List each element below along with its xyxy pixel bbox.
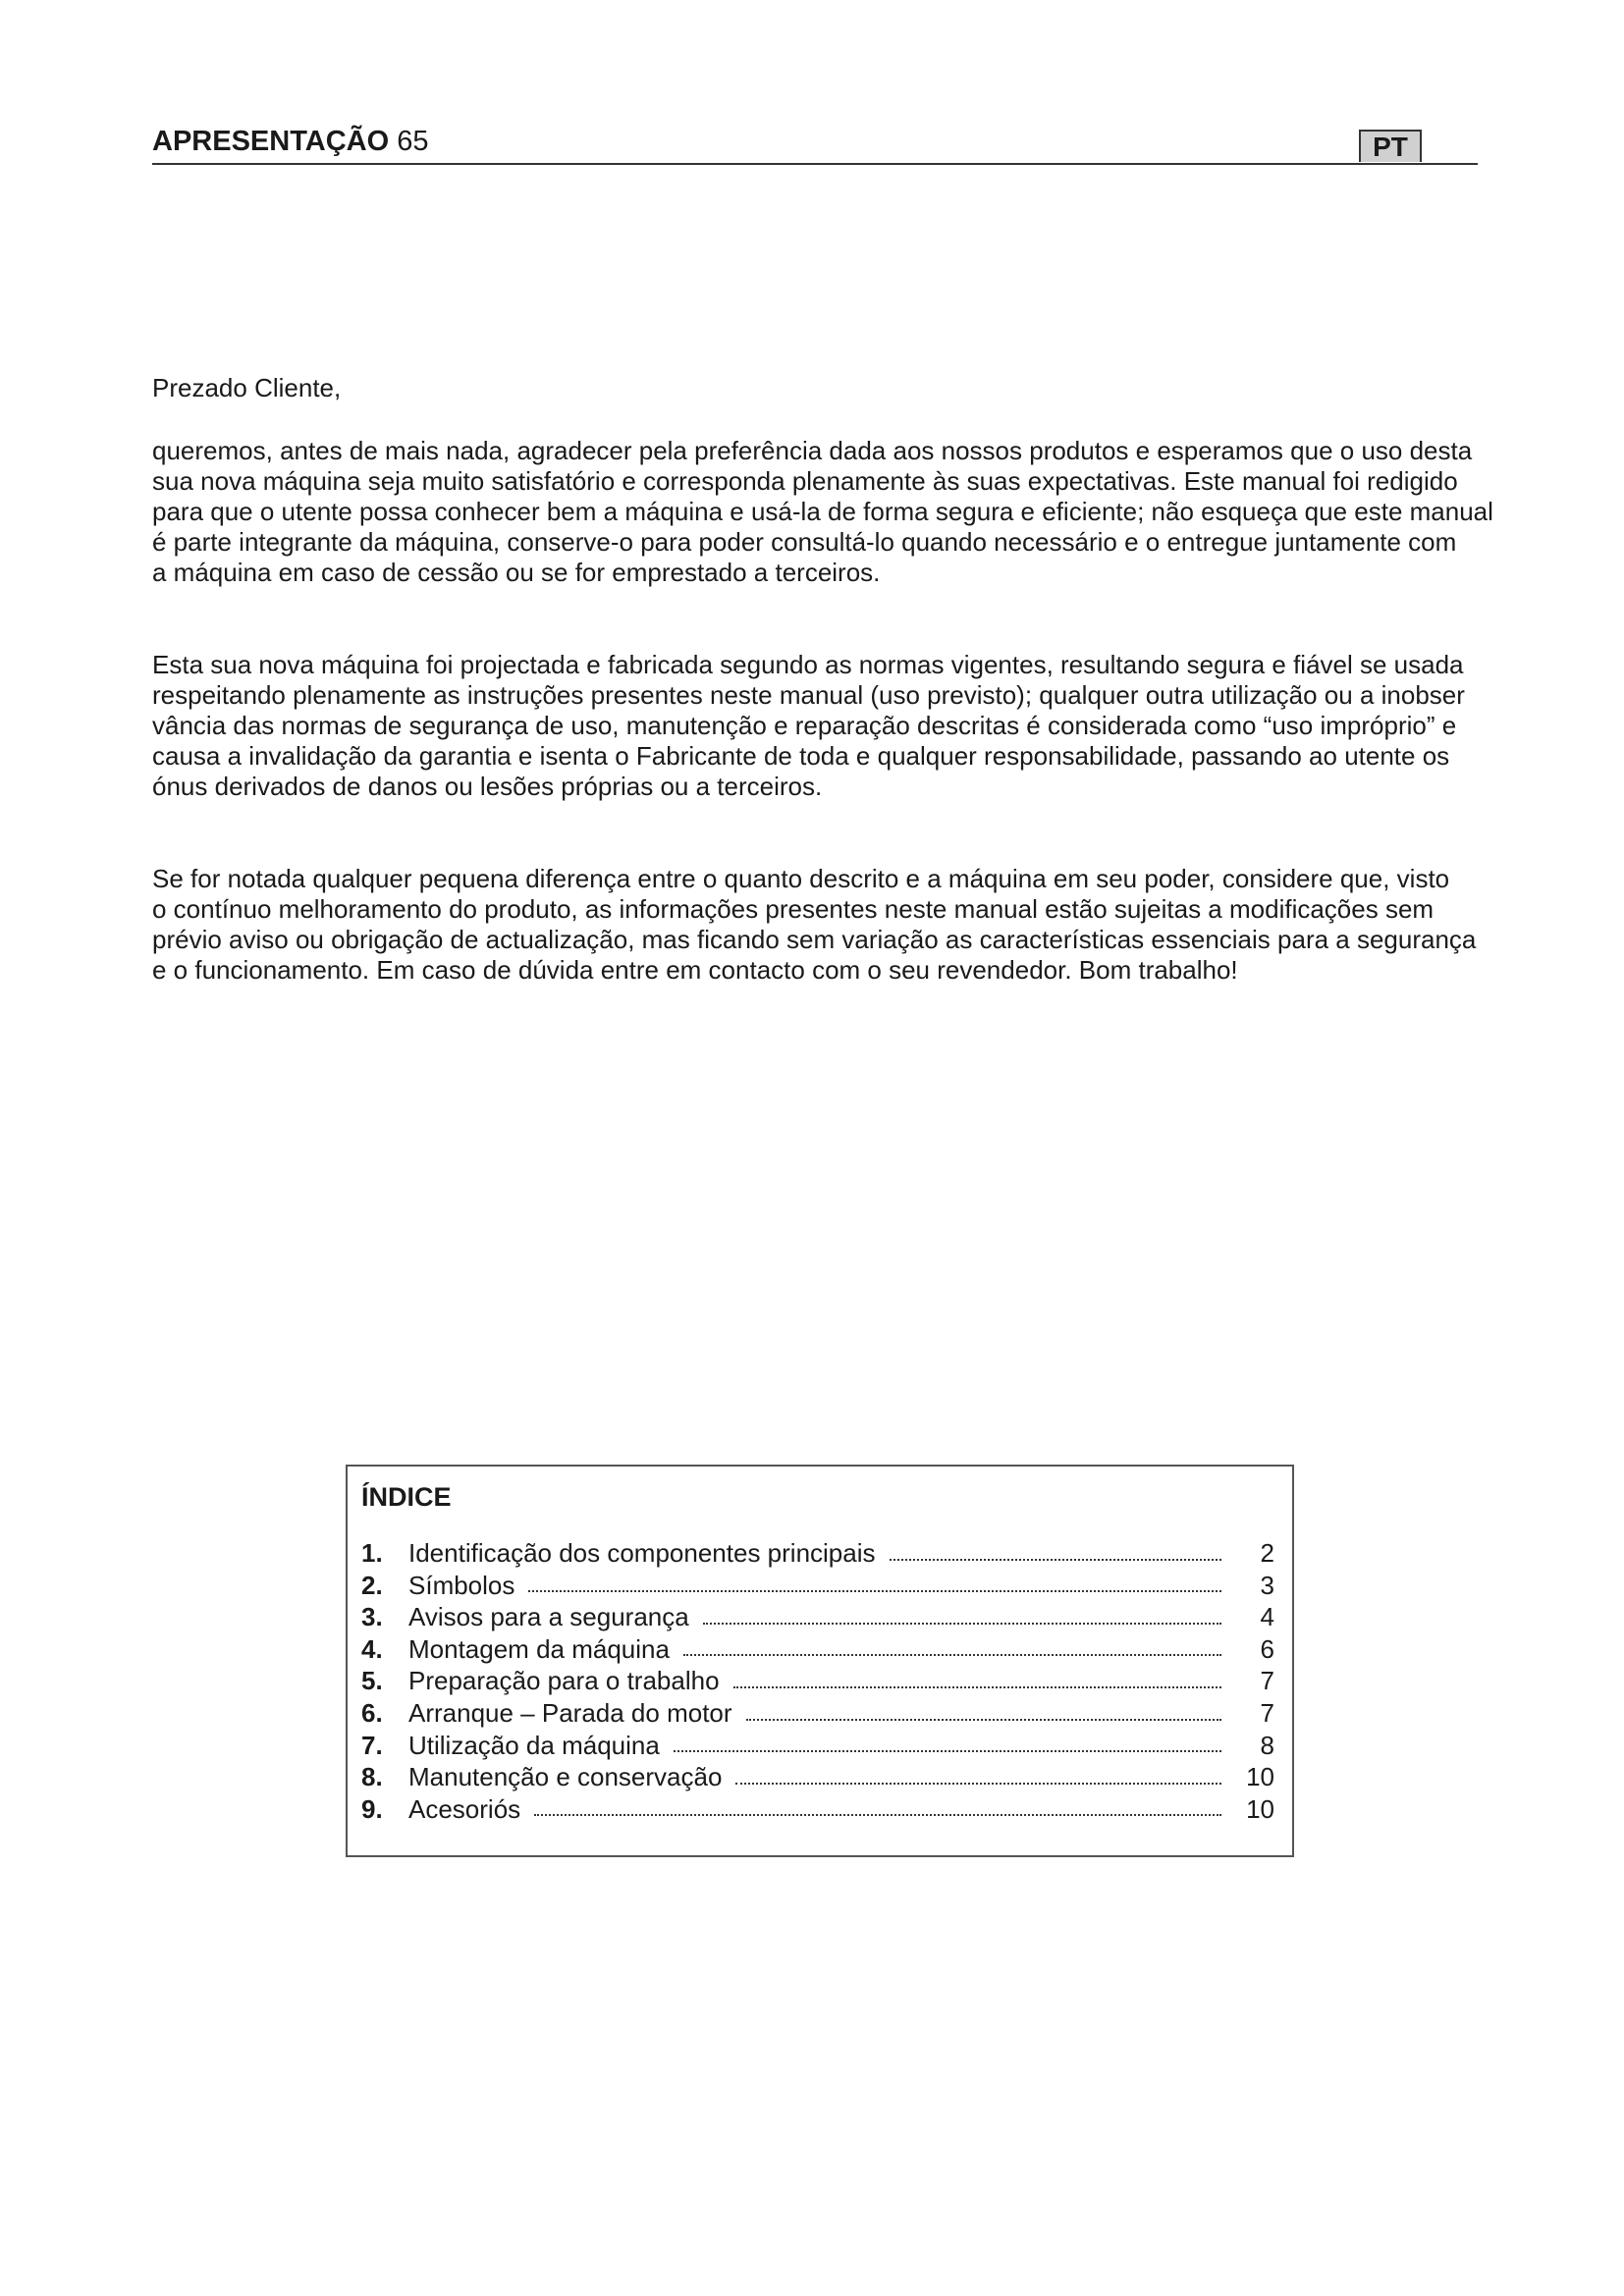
dot-leader: [674, 1749, 1221, 1752]
paragraph-line: ónus derivados de danos ou lesões próprias ou a terceiros.: [152, 772, 823, 801]
toc-entry-page: 3: [1260, 1570, 1274, 1600]
paragraph-line: para que o utente possa conhecer bem a máquina e usá-la de forma segura e eficiente; não esqueça que este manual: [152, 497, 1493, 526]
toc-list: [361, 1537, 1274, 1825]
toc-entry-label: Montagem da máquina: [408, 1633, 670, 1664]
toc-entry-page: 10: [1246, 1793, 1274, 1824]
toc-entry[interactable]: [361, 1761, 1274, 1793]
paragraph-line: é parte integrante da máquina, conserve-o para poder consultá-lo quando necessário e o entregue juntamente com: [152, 527, 1457, 557]
dot-leader: [528, 1589, 1221, 1592]
toc-entry-page: 10: [1246, 1762, 1274, 1792]
dot-leader: [890, 1558, 1221, 1561]
toc-entry-label: Identificação dos componentes principais: [408, 1538, 876, 1568]
paragraph-line: prévio aviso ou obrigação de actualização, mas ficando sem variação as características essenciais para a segurança: [152, 925, 1477, 954]
toc-entry-page: 2: [1260, 1538, 1274, 1568]
paragraph-line: vância das normas de segurança de uso, manutenção e reparação descritas é considerada como “uso impróprio” e: [152, 711, 1457, 740]
toc-entry-page: 4: [1260, 1602, 1274, 1632]
dot-leader: [683, 1653, 1221, 1656]
toc-entry-number: 1.: [361, 1538, 383, 1568]
toc-entry-page: 7: [1260, 1666, 1274, 1696]
toc-entry[interactable]: [361, 1665, 1274, 1697]
dot-leader: [534, 1813, 1221, 1816]
section-name: APRESENTAÇÃO: [152, 126, 390, 157]
paragraph-1: [152, 436, 1507, 588]
toc-title: ÍNDICE: [361, 1482, 452, 1512]
table-of-contents: [346, 1465, 1294, 1857]
toc-entry[interactable]: [361, 1570, 1274, 1602]
toc-entry[interactable]: [361, 1601, 1274, 1633]
paragraph-line: e o funcionamento. Em caso de dúvida entre em contacto com o seu revendedor. Bom trabalho!: [152, 955, 1238, 985]
toc-entry-number: 4.: [361, 1633, 383, 1664]
paragraph-line: Esta sua nova máquina foi projectada e fabricada segundo as normas vigentes, resultando segura e fiável se usada: [152, 650, 1464, 679]
paragraph-line: respeitando plenamente as instruções presentes neste manual (uso previsto); qualquer outra utilização ou a inobser: [152, 680, 1465, 710]
toc-entry-number: 5.: [361, 1666, 383, 1696]
dot-leader: [746, 1718, 1221, 1721]
toc-entry-number: 3.: [361, 1602, 383, 1632]
toc-entry[interactable]: [361, 1697, 1274, 1730]
toc-entry-label: Símbolos: [408, 1570, 515, 1600]
paragraph-line: queremos, antes de mais nada, agradecer pela preferência dada aos nossos produtos e esperamos que o uso desta: [152, 436, 1473, 465]
dot-leader: [733, 1685, 1221, 1688]
toc-entry[interactable]: [361, 1633, 1274, 1666]
toc-entry-label: Avisos para a segurança: [408, 1602, 689, 1632]
dot-leader: [735, 1782, 1221, 1785]
toc-entry-label: Utilização da máquina: [408, 1730, 660, 1760]
section-title: [152, 124, 428, 159]
toc-entry-number: 6.: [361, 1697, 383, 1728]
toc-entry-number: 7.: [361, 1730, 383, 1760]
toc-entry[interactable]: [361, 1730, 1274, 1762]
toc-entry-page: 6: [1260, 1633, 1274, 1664]
language-badge: PT: [1359, 130, 1422, 162]
page-number: 65: [397, 126, 429, 157]
paragraph-3: [152, 864, 1507, 986]
paragraph-2: [152, 650, 1507, 802]
dot-leader: [703, 1622, 1221, 1625]
toc-entry-number: 2.: [361, 1570, 383, 1600]
paragraph-line: causa a invalidação da garantia e isenta o Fabricante de toda e qualquer responsabilidade, passando ao utente os: [152, 741, 1450, 771]
toc-entry[interactable]: [361, 1793, 1274, 1826]
greeting: Prezado Cliente,: [152, 373, 342, 402]
toc-entry-label: Arranque – Parada do motor: [408, 1697, 732, 1728]
toc-entry[interactable]: [361, 1537, 1274, 1570]
paragraph-line: sua nova máquina seja muito satisfatório e corresponda plenamente às suas expectativas. Este manual foi redigido: [152, 466, 1458, 496]
toc-entry-label: Acesoriós: [408, 1793, 521, 1824]
paragraph-line: a máquina em caso de cessão ou se for emprestado a terceiros.: [152, 558, 881, 587]
paragraph-line: Se for notada qualquer pequena diferença entre o quanto descrito e a máquina em seu poder, considere que, visto: [152, 864, 1450, 893]
toc-entry-number: 9.: [361, 1793, 383, 1824]
toc-entry-label: Manutenção e conservação: [408, 1762, 723, 1792]
toc-entry-page: 7: [1260, 1697, 1274, 1728]
toc-entry-label: Preparação para o trabalho: [408, 1666, 720, 1696]
toc-entry-number: 8.: [361, 1762, 383, 1792]
paragraph-line: o contínuo melhoramento do produto, as informações presentes neste manual estão sujeitas a modificações sem: [152, 894, 1435, 924]
page-header: [152, 124, 1478, 165]
toc-entry-page: 8: [1260, 1730, 1274, 1760]
